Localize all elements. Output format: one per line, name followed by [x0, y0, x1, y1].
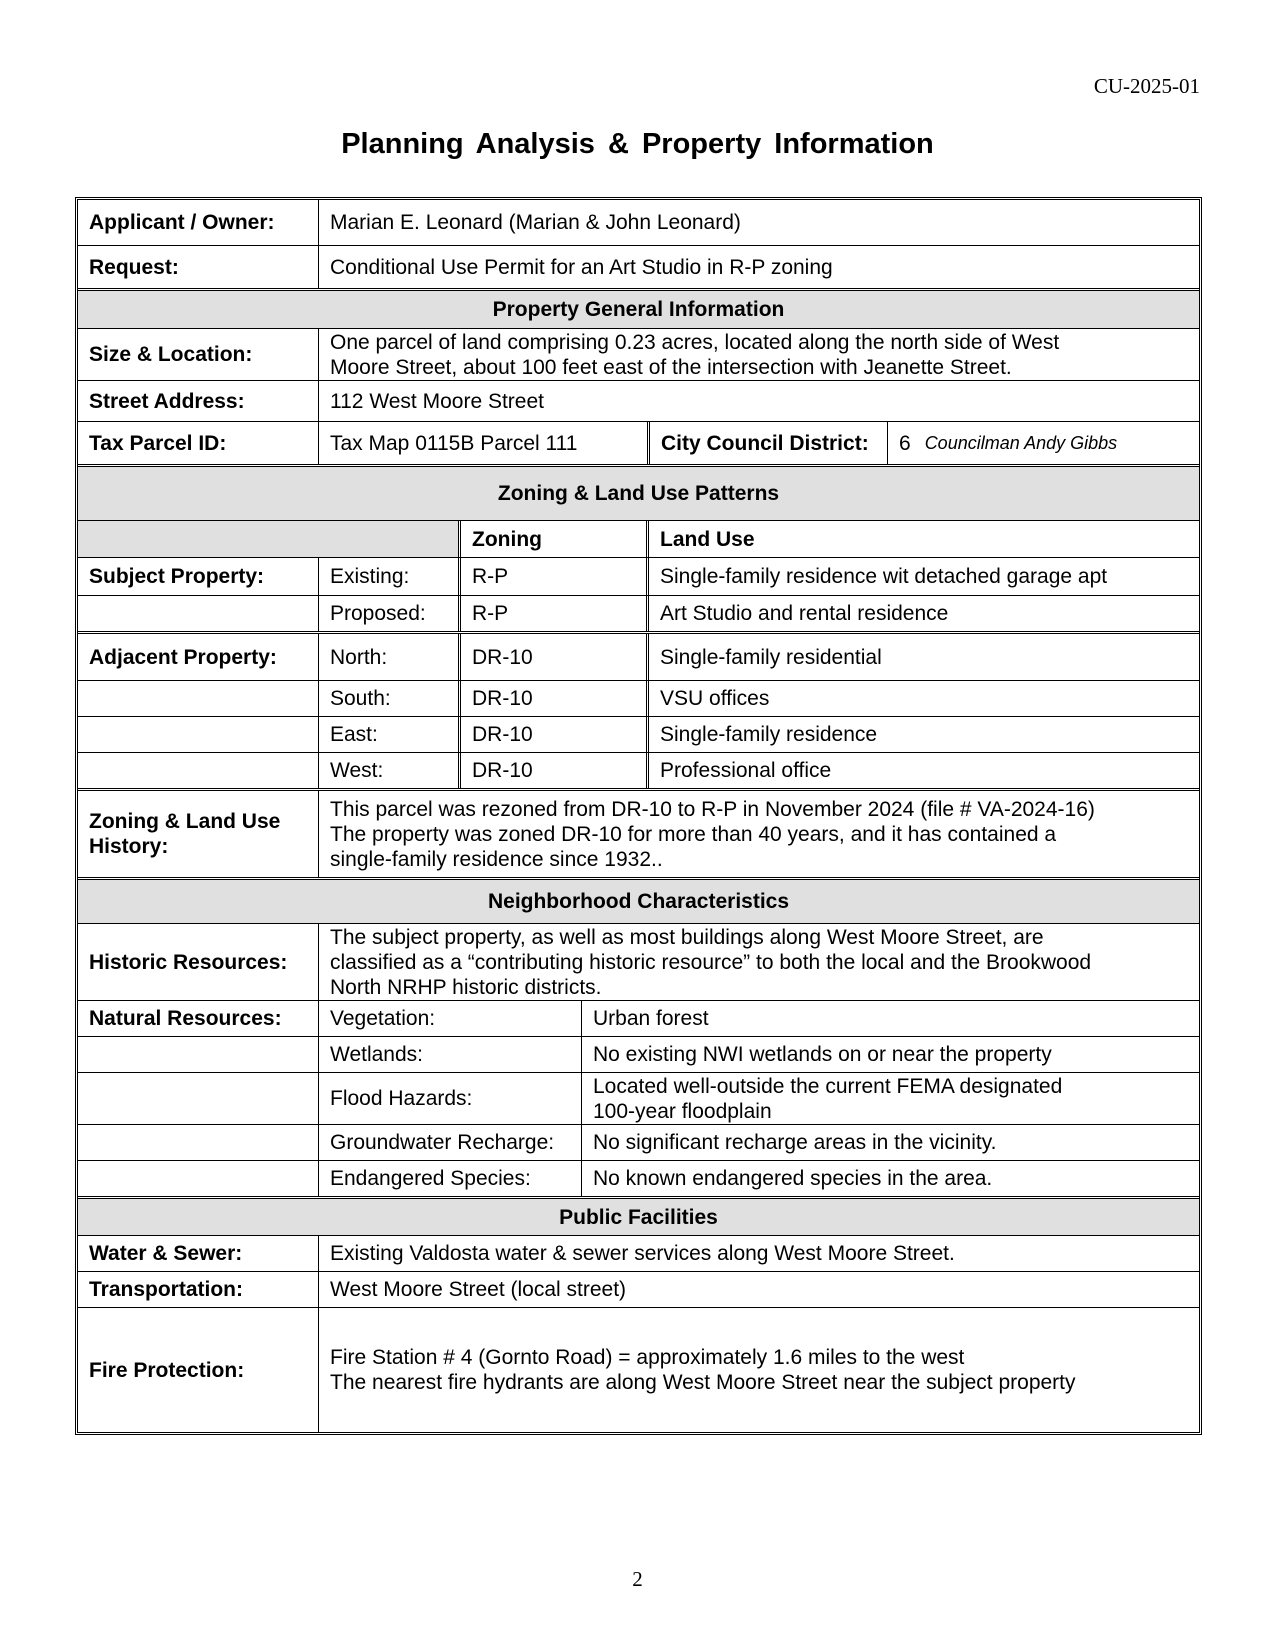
historic-resources-row — [78, 924, 1199, 1000]
transportation-label: Transportation: — [89, 1278, 244, 1301]
subject-dir: Existing: — [318, 558, 458, 595]
water-sewer-row — [78, 1236, 1199, 1271]
zoning-history-value — [318, 791, 1199, 877]
adjacent-use: Single-family residential — [646, 634, 1199, 680]
council-district-label: City Council District: — [647, 422, 887, 464]
public-facilities-header — [78, 1199, 1199, 1235]
natural-name: Wetlands: — [318, 1037, 581, 1072]
adjacent-zone: DR-10 — [458, 753, 646, 788]
blank-cell — [78, 1125, 318, 1160]
size-location-line1: One parcel of land comprising 0.23 acres, located along the north side of West — [330, 330, 1060, 354]
size-location-row — [78, 329, 1199, 380]
adjacent-dir: South: — [318, 681, 458, 716]
adjacent-dir: North: — [318, 634, 458, 680]
natural-row-wetlands — [78, 1037, 1199, 1072]
fire-protection-value — [318, 1308, 1199, 1432]
adjacent-zone: DR-10 — [458, 681, 646, 716]
subject-zone: R-P — [458, 596, 646, 631]
natural-row-flood — [78, 1073, 1199, 1124]
size-location-value — [318, 329, 1199, 380]
page-title: Planning Analysis & Property Information — [341, 128, 934, 160]
street-address-label: Street Address: — [89, 389, 245, 413]
natural-row-groundwater — [78, 1125, 1199, 1160]
history-line2: The property was zoned DR-10 for more than 40 years, and it has contained a — [330, 822, 1057, 846]
fire-line2: The nearest fire hydrants are along West Moore Street near the subject property — [330, 1371, 1076, 1394]
col-zoning: Zoning — [458, 521, 646, 557]
zoning-column-header — [78, 521, 1199, 557]
applicant-value: Marian E. Leonard (Marian & John Leonard) — [318, 200, 1199, 245]
street-address-value: 112 West Moore Street — [318, 381, 1199, 421]
subject-dir: Proposed: — [318, 596, 458, 631]
section-heading: Property General Information — [492, 298, 785, 321]
zoning-history-row — [78, 791, 1199, 877]
blank-cell — [78, 753, 318, 788]
blank-cell — [78, 717, 318, 752]
fire-line1: Fire Station # 4 (Gornto Road) = approximately 1.6 miles to the west — [330, 1346, 965, 1369]
fire-protection-label: Fire Protection: — [89, 1358, 245, 1382]
natural-name: Vegetation: — [318, 1001, 581, 1036]
water-sewer-label: Water & Sewer: — [89, 1242, 243, 1265]
flood-line1: Located well-outside the current FEMA designated — [593, 1074, 1063, 1098]
history-line1: This parcel was rezoned from DR-10 to R-P in November 2024 (file # VA-2024-16) — [330, 797, 1095, 821]
request-value: Conditional Use Permit for an Art Studio in R-P zoning — [318, 246, 1199, 288]
subject-use: Single-family residence wit detached garage apt — [646, 558, 1199, 595]
adjacent-use: Professional office — [646, 753, 1199, 788]
natural-row-endangered — [78, 1161, 1199, 1196]
subject-use: Art Studio and rental residence — [646, 596, 1199, 631]
request-label: Request: — [89, 255, 179, 279]
history-label-line1: Zoning & Land Use — [89, 810, 281, 833]
adjacent-zone: DR-10 — [458, 717, 646, 752]
subject-zone: R-P — [458, 558, 646, 595]
historic-line1: The subject property, as well as most buildings along West Moore Street, are — [330, 925, 1044, 949]
zoning-header-blank — [78, 521, 458, 557]
subject-row-existing — [78, 558, 1199, 595]
blank-cell — [78, 596, 318, 631]
historic-resources-value — [318, 924, 1199, 1000]
tax-parcel-label: Tax Parcel ID: — [89, 431, 227, 455]
page-number: 2 — [632, 1567, 643, 1591]
natural-name: Flood Hazards: — [318, 1073, 581, 1124]
blank-cell — [78, 1161, 318, 1196]
applicant-label: Applicant / Owner: — [89, 211, 275, 234]
tax-parcel-value: Tax Map 0115B Parcel 111 — [318, 422, 647, 464]
adjacent-property-label: Adjacent Property: — [89, 645, 277, 669]
property-general-header — [78, 291, 1199, 328]
blank-cell — [78, 681, 318, 716]
historic-line3: North NRHP historic districts. — [330, 975, 602, 999]
adjacent-use: VSU offices — [646, 681, 1199, 716]
subject-property-label: Subject Property: — [89, 565, 265, 588]
adjacent-row-north — [78, 634, 1199, 680]
natural-value: No significant recharge areas in the vicinity. — [581, 1125, 1199, 1160]
col-land-use: Land Use — [646, 521, 1199, 557]
neighborhood-header — [78, 880, 1199, 923]
natural-name: Endangered Species: — [318, 1161, 581, 1196]
subject-row-proposed — [78, 596, 1199, 631]
adjacent-dir: East: — [318, 717, 458, 752]
water-sewer-value: Existing Valdosta water & sewer services along West Moore Street. — [318, 1236, 1199, 1271]
section-heading: Neighborhood Characteristics — [487, 890, 790, 913]
council-district-number: 6 — [899, 431, 911, 455]
history-line3: single-family residence since 1932.. — [330, 847, 663, 871]
fire-protection-row — [78, 1308, 1199, 1432]
document-number: CU-2025-01 — [1093, 74, 1200, 98]
adjacent-zone: DR-10 — [458, 634, 646, 680]
zoning-history-label — [78, 791, 318, 877]
natural-value — [581, 1073, 1199, 1124]
natural-value: Urban forest — [581, 1001, 1199, 1036]
history-label-line2: History: — [89, 835, 169, 858]
adjacent-row-east — [78, 717, 1199, 752]
natural-row-vegetation — [78, 1001, 1199, 1036]
historic-line2: classified as a “contributing historic resource” to both the local and the Brookwood — [330, 950, 1092, 974]
natural-name: Groundwater Recharge: — [318, 1125, 581, 1160]
request-row — [78, 246, 1199, 288]
size-location-label: Size & Location: — [89, 343, 253, 366]
blank-cell — [78, 1073, 318, 1124]
councilman-name: Councilman Andy Gibbs — [924, 432, 1118, 453]
property-info-table — [75, 197, 1202, 1435]
adjacent-row-south — [78, 681, 1199, 716]
adjacent-row-west — [78, 753, 1199, 788]
zoning-header — [78, 467, 1199, 520]
council-district-value — [887, 422, 1199, 464]
flood-line2: 100-year floodplain — [593, 1099, 772, 1123]
historic-resources-label: Historic Resources: — [89, 950, 288, 974]
transportation-value: West Moore Street (local street) — [318, 1272, 1199, 1307]
blank-cell — [78, 1037, 318, 1072]
natural-value: No existing NWI wetlands on or near the property — [581, 1037, 1199, 1072]
applicant-row — [78, 200, 1199, 245]
street-address-row — [78, 381, 1199, 421]
section-heading: Public Facilities — [559, 1205, 718, 1229]
natural-resources-label: Natural Resources: — [89, 1007, 282, 1030]
adjacent-use: Single-family residence — [646, 717, 1199, 752]
size-location-line2: Moore Street, about 100 feet east of the intersection with Jeanette Street. — [330, 355, 1012, 379]
transportation-row — [78, 1272, 1199, 1307]
section-heading: Zoning & Land Use Patterns — [497, 482, 780, 505]
natural-value: No known endangered species in the area. — [581, 1161, 1199, 1196]
tax-parcel-row — [78, 422, 1199, 464]
adjacent-dir: West: — [318, 753, 458, 788]
